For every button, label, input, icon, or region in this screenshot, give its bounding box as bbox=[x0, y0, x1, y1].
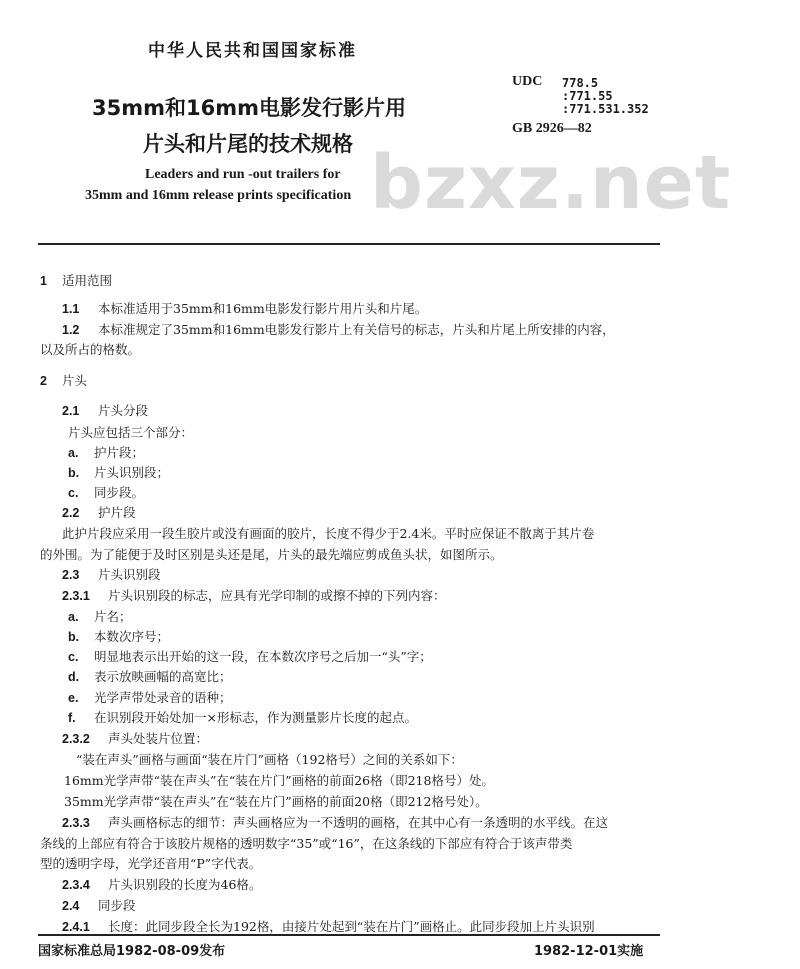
section-number: 2.2 bbox=[62, 506, 80, 520]
section-number: d. bbox=[68, 670, 80, 684]
standard-org-header: 中华人民共和国国家标准 bbox=[148, 41, 357, 61]
section-number: 2.1 bbox=[62, 404, 80, 418]
text-line bbox=[40, 372, 87, 390]
section-number: 2.4.1 bbox=[62, 920, 90, 934]
section-text: 片头识别段的长度为46格。 bbox=[108, 877, 262, 892]
footer-divider bbox=[38, 934, 660, 936]
section-number: 1.2 bbox=[62, 323, 80, 337]
section-number: 1 bbox=[40, 274, 47, 288]
text-line bbox=[64, 772, 494, 789]
section-text: 声头处装片位置： bbox=[108, 731, 209, 746]
text-line bbox=[68, 464, 169, 482]
section-text: 以及所占的格数。 bbox=[40, 342, 141, 357]
section-number: a. bbox=[68, 446, 79, 460]
section-text: 片头识别段； bbox=[94, 465, 170, 480]
section-text: 光学声带处录音的语种； bbox=[94, 690, 232, 705]
section-number: 1.1 bbox=[62, 302, 80, 316]
section-text: 片头 bbox=[62, 373, 88, 388]
text-line bbox=[62, 814, 608, 832]
udc-label: UDC bbox=[512, 74, 543, 89]
udc-code-1: 778.5 bbox=[562, 76, 599, 90]
english-title-line-2: 35mm and 16mm release prints specification bbox=[85, 188, 352, 203]
section-text: 片名； bbox=[94, 609, 132, 624]
section-number: f. bbox=[68, 711, 76, 725]
section-number: 2.3.3 bbox=[62, 816, 90, 830]
text-line bbox=[62, 525, 594, 542]
section-number: 2.3.2 bbox=[62, 732, 90, 746]
section-number: e. bbox=[68, 691, 79, 705]
text-line bbox=[68, 628, 169, 646]
text-line bbox=[40, 341, 140, 358]
text-line bbox=[68, 444, 144, 462]
section-text: 片头识别段 bbox=[98, 567, 161, 582]
text-line bbox=[62, 730, 208, 748]
text-line bbox=[76, 751, 463, 768]
section-text: 护片段 bbox=[98, 505, 136, 520]
section-text: 本数次序号； bbox=[94, 629, 170, 644]
section-number: c. bbox=[68, 486, 79, 500]
section-text: 明显地表示出开始的这一段，在本数次序号之后加一“头”字； bbox=[94, 649, 432, 664]
section-number: 2 bbox=[40, 374, 47, 388]
section-number: 2.3.1 bbox=[62, 589, 90, 603]
english-title-line-1: Leaders and run -out trailers for bbox=[145, 167, 341, 182]
section-text: 本标准规定了35mm和16mm电影发行影片上有关信号的标志，片头和片尾上所安排的内容， bbox=[98, 322, 615, 337]
text-line bbox=[62, 587, 446, 605]
section-text: 片头识别段的标志，应具有光学印制的或擦不掉的下列内容： bbox=[108, 588, 446, 603]
document-title-line-1: 35mm和16mm电影发行影片用 bbox=[92, 96, 406, 120]
section-text: 35mm光学声带“装在声头”在“装在片门”画格的前面20格（即212格号处）。 bbox=[64, 794, 488, 809]
text-line bbox=[68, 668, 232, 686]
text-line bbox=[40, 835, 572, 852]
udc-code-3: :771.531.352 bbox=[562, 102, 649, 116]
effective-date: 1982-12-01实施 bbox=[534, 944, 644, 959]
text-line bbox=[62, 321, 615, 339]
text-line bbox=[62, 897, 136, 915]
section-text: 护片段； bbox=[94, 445, 145, 460]
section-number: 2.3.4 bbox=[62, 878, 90, 892]
section-text: 长度：此同步段全长为192格，由接片处起到“装在片门”画格止。此同步段加上片头识别 bbox=[108, 919, 595, 934]
section-number: 2.4 bbox=[62, 899, 80, 913]
section-text: 同步段 bbox=[98, 898, 136, 913]
udc-code-2: :771.55 bbox=[562, 89, 613, 103]
section-text: 适用范围 bbox=[62, 273, 113, 288]
text-line bbox=[62, 300, 427, 318]
text-line bbox=[62, 566, 161, 584]
text-line bbox=[40, 546, 503, 563]
text-line bbox=[62, 876, 261, 894]
gb-standard-number: GB 2926—82 bbox=[512, 121, 592, 136]
section-text: 声头画格标志的细节：声头画格应为一不透明的画格，在其中心有一条透明的水平线。在这 bbox=[108, 815, 609, 830]
section-text: 片头分段 bbox=[98, 403, 149, 418]
section-number: c. bbox=[68, 650, 79, 664]
section-text: “装在声头”画格与画面“装在片门”画格（192格号）之间的关系如下： bbox=[76, 752, 463, 767]
text-line bbox=[64, 793, 488, 810]
text-line bbox=[68, 709, 417, 727]
section-number: b. bbox=[68, 630, 80, 644]
text-line bbox=[40, 272, 112, 290]
section-number: b. bbox=[68, 466, 80, 480]
section-text: 片头应包括三个部分： bbox=[68, 425, 194, 440]
issue-date: 国家标准总局1982-08-09发布 bbox=[38, 944, 226, 959]
text-line bbox=[40, 855, 261, 872]
text-line bbox=[68, 648, 432, 666]
section-text: 同步段。 bbox=[94, 485, 145, 500]
text-line bbox=[62, 504, 136, 522]
section-text: 在识别段开始处加一×形标志，作为测量影片长度的起点。 bbox=[94, 710, 417, 725]
section-number: 2.3 bbox=[62, 568, 80, 582]
header-divider bbox=[38, 243, 660, 245]
text-line bbox=[68, 689, 232, 707]
section-text: 16mm光学声带“装在声头”在“装在片门”画格的前面26格（即218格号）处。 bbox=[64, 773, 494, 788]
text-line bbox=[68, 484, 144, 502]
watermark-text: bzxz.net bbox=[370, 140, 732, 226]
text-line bbox=[68, 424, 193, 441]
section-text: 条线的上部应有符合于该胶片规格的透明数字“35”或“16”，在这条线的下部应有符合于该声带类 bbox=[40, 836, 573, 851]
text-line bbox=[68, 608, 132, 626]
section-text: 表示放映画幅的高宽比； bbox=[94, 669, 232, 684]
document-title-line-2: 片头和片尾的技术规格 bbox=[143, 132, 353, 156]
section-text: 此护片段应采用一段生胶片或没有画面的胶片，长度不得少于2.4米。平时应保证不散离于其片卷 bbox=[62, 526, 595, 541]
section-text: 型的透明字母，光学还音用“P”字代表。 bbox=[40, 856, 262, 871]
text-line bbox=[62, 402, 148, 420]
section-text: 的外围。为了能便于及时区别是头还是尾，片头的最先端应剪成鱼头状，如图所示。 bbox=[40, 547, 503, 562]
section-number: a. bbox=[68, 610, 79, 624]
section-text: 本标准适用于35mm和16mm电影发行影片用片头和片尾。 bbox=[98, 301, 428, 316]
